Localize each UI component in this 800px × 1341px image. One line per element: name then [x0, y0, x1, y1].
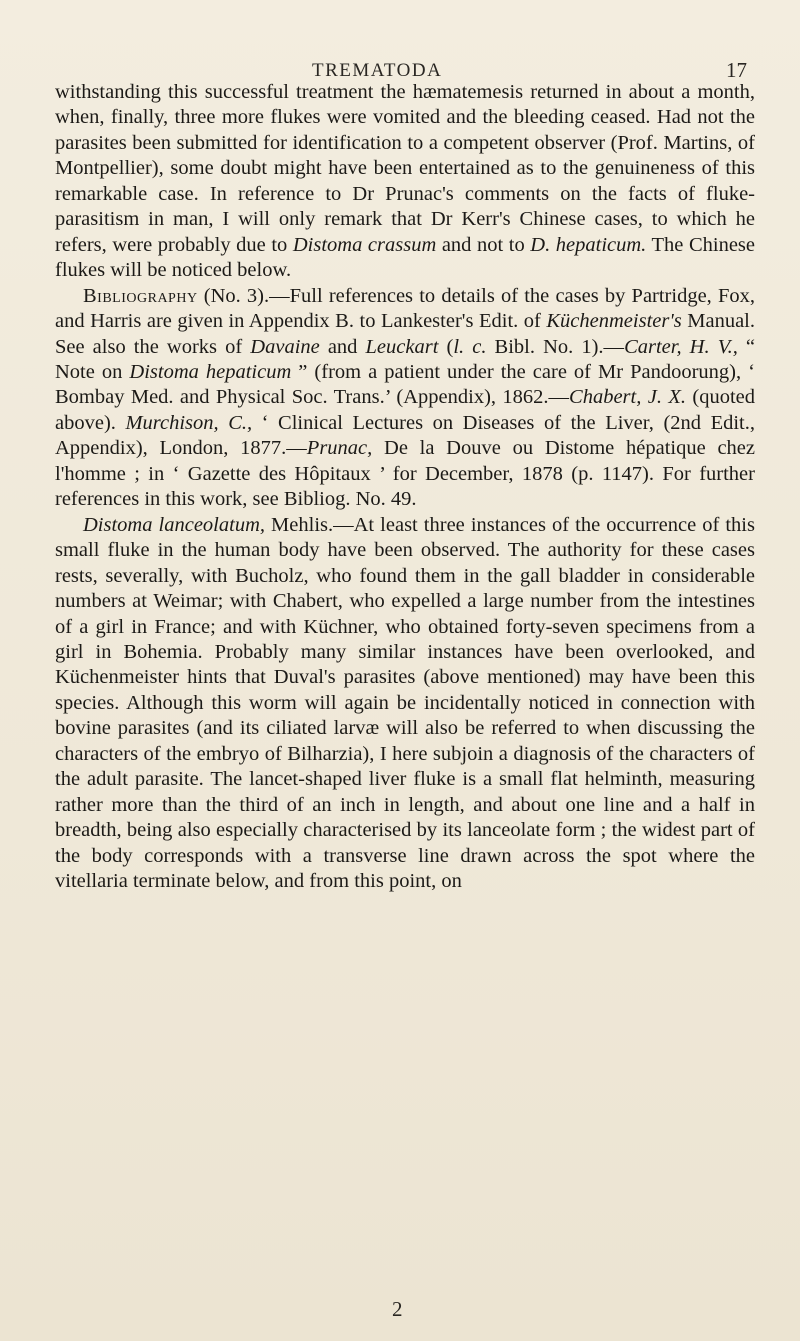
text-run: (quoted above). [55, 386, 755, 434]
running-head: TREMATODA [312, 60, 443, 81]
text-run: ‘ Clinical Lectures on Diseases of the Liver, (2nd Edit., Appendix), London, 1877.— [55, 411, 755, 460]
italic-run: l. c. [453, 335, 487, 358]
paragraph-bibliography [55, 284, 755, 513]
italic-run: Prunac, [306, 437, 373, 460]
body-text [55, 80, 755, 895]
text-run: withstanding this successful treatment the hæmatemesis returned in about a month, when, finally, three more flukes were vomited and the bleeding ceased. Had not the parasites been submitted for identification to a competent observer (Prof. Martins, of Montpellier), some doubt might have been entertained as to the genuineness of this remarkable case. In reference to Dr Prunac's comments on the facts of fluke-parasitism in man, I will only remark that Dr Kerr's Chinese cases, to which he refers, were probably due to [55, 81, 755, 256]
signature-mark: 2 [392, 1297, 403, 1321]
italic-run: D. hepaticum. [530, 233, 647, 256]
page-number: 17 [726, 58, 747, 82]
italic-run: Carter, H. V., [624, 335, 738, 358]
italic-run: Chabert, J. X. [569, 386, 686, 409]
paragraph-hepaticum-case [55, 80, 755, 284]
paragraph-distoma-lanceolatum [55, 513, 755, 895]
text-run: ( [438, 335, 454, 358]
text-run: ” (from a patient under the care of Mr Pandoorung), ‘ Bombay Med. and Physical Soc. Trans.’ (Appendix), 1862.— [55, 360, 755, 409]
text-run: (No. 3).—Full references to details of the cases by Partridge, Fox, and Harris are given in Appendix B. to Lankester's Edit. of [55, 284, 755, 333]
text-run: The Chinese flukes will be noticed below. [55, 233, 755, 282]
text-run: Manual. See also the works of [55, 310, 755, 358]
italic-run: Distoma hepaticum [129, 360, 292, 383]
italic-run: Leuckart [365, 335, 439, 358]
text-run: and not to [436, 233, 531, 256]
smallcaps-run: Bibliography [83, 284, 198, 307]
italic-run: Distoma crassum [292, 233, 437, 256]
text-run: Bibl. No. 1).— [486, 335, 625, 358]
italic-run: Davaine [250, 335, 320, 358]
text-run: De la Douve ou Distome hépatique chez l'homme ; in ‘ Gazette des Hôpitaux ’ for December, 1878 (p. 1147). For further references in this work, see Bibliog. No. 49. [55, 437, 755, 511]
italic-run: Distoma lanceolatum, [83, 513, 265, 536]
text-run: and [319, 335, 366, 358]
text-run: “ Note on [55, 335, 756, 383]
italic-run: Küchenmeister's [546, 310, 682, 333]
text-run: Mehlis.—At least three instances of the occurrence of this small fluke in the human body have been observed. The authority for these cases rests, severally, with Bucholz, who found them in the gall bladder in considerable numbers at Weimar; with Chabert, who expelled a large number from the intestines of a girl in France; and with Küchner, who obtained forty-seven specimens from a girl in Bohemia. Probably many similar instances have been overlooked, and Küchenmeister hints that Duval's parasites (above mentioned) may have been this species. Although this worm will again be incidentally noticed in connection with bovine parasites (and its ciliated larvæ will also be referred to when discussing the characters of the embryo of Bilharzia), I here subjoin a diagnosis of the characters of the adult parasite. The lancet-shaped liver fluke is a small flat helminth, measuring rather more than the third of an inch in length, and about one line and a half in breadth, being also especially characterised by its lanceolate form ; the widest part of the body corresponds with a transverse line drawn across the spot where the vitellaria terminate below, and from this point, on [55, 513, 755, 893]
italic-run: Murchison, C., [125, 411, 253, 434]
